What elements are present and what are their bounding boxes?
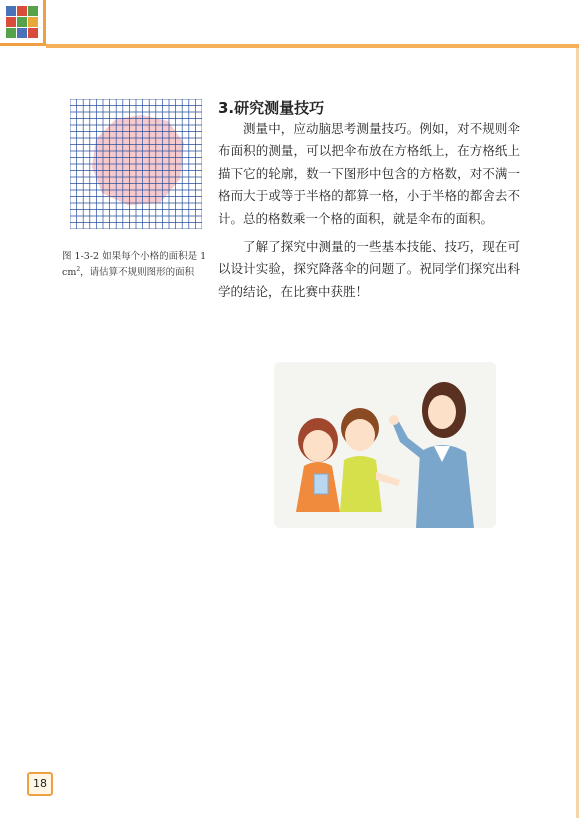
section-title: 3.研究测量技巧	[218, 99, 325, 117]
teacher-and-students-illustration	[274, 362, 496, 528]
logo-square	[17, 6, 27, 16]
logo-square	[28, 6, 38, 16]
header-rule	[46, 44, 579, 48]
logo-square	[6, 28, 16, 38]
irregular-shape	[92, 115, 184, 205]
paragraph-design-experiment: 了解了探究中测量的一些基本技能、技巧，现在可以设计实验，探究降落伞的问题了。祝同学们探究出科学的结论，在比赛中获胜！	[218, 239, 520, 299]
logo-square	[28, 28, 38, 38]
logo-square	[28, 17, 38, 27]
paragraph-measuring-tips: 测量中，应动脑思考测量技巧。例如，对不规则伞布面积的测量，可以把伞布放在方格纸上，在方格纸上描下它的轮廓，数一下图形中包含的方格数，对不满一格而大于或等于半格的都算一格，小于半格的都舍去不计。总的格数乘一个格的面积，就是伞布的面积。	[218, 121, 520, 226]
caption-tail: ，请估算不规则图形的面积	[80, 267, 195, 279]
color-grid-logo	[6, 6, 38, 38]
grid-lines	[70, 99, 202, 229]
caption-main: 图 1-3-2 如果每个小格的面积是 1 cm	[62, 251, 207, 279]
logo-square	[17, 28, 27, 38]
figure-caption	[62, 250, 207, 279]
teacher-figure	[389, 382, 474, 528]
header-bar	[0, 0, 579, 50]
caption-superscript: 2	[76, 266, 81, 273]
grid-paper-figure	[70, 99, 202, 229]
girl-figure	[296, 418, 340, 512]
logo-square	[17, 17, 27, 27]
logo-box	[0, 0, 46, 46]
logo-square	[6, 17, 16, 27]
page-number: 18	[27, 772, 53, 796]
logo-square	[6, 6, 16, 16]
